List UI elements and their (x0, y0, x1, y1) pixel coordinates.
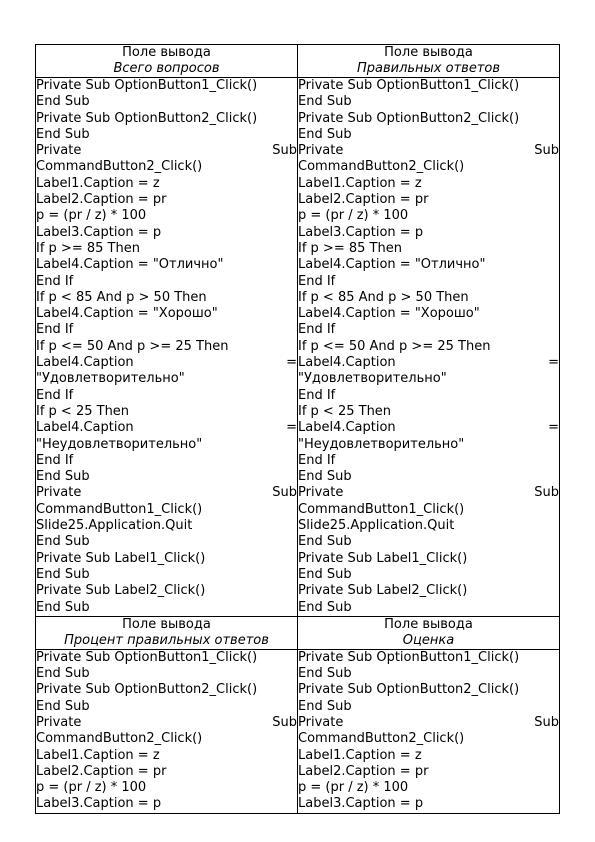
code-line: Label2.Caption = pr (36, 192, 167, 208)
code-line: Private Sub OptionButton2_Click() (298, 110, 520, 126)
code-line: Label4.Caption = "Отлично" (298, 257, 486, 273)
code-line: Label4.Caption = "Отлично" (36, 257, 224, 273)
code-token: Sub (534, 485, 559, 501)
code-token: Sub (534, 714, 559, 730)
code-line: Label4.Caption = "Хорошо" (36, 306, 218, 322)
code-line: CommandButton2_Click() (36, 731, 203, 747)
code-line: Label1.Caption = z (298, 747, 422, 763)
code-line: Private Sub OptionButton2_Click() (298, 682, 520, 698)
code-token: Private (298, 485, 344, 501)
code-token: = (286, 355, 297, 371)
code-line: p = (pr / z) * 100 (298, 780, 409, 796)
code-line: Private Sub OptionButton1_Click() (298, 649, 520, 665)
code-line: End Sub (298, 698, 352, 714)
code-cell (36, 78, 298, 617)
code-token: Label4.Caption (36, 420, 134, 436)
code-line: End Sub (36, 666, 90, 682)
header-title: Поле вывода (384, 616, 473, 632)
header-subtitle: Оценка (402, 632, 455, 648)
code-line: End If (36, 452, 74, 468)
code-line: End Sub (36, 698, 90, 714)
code-line: End Sub (36, 566, 90, 582)
code-line (298, 715, 559, 731)
code-line: End If (298, 387, 336, 403)
code-row-2 (36, 649, 560, 813)
header-title: Поле вывода (384, 45, 473, 60)
code-line: If p >= 85 Then (36, 240, 140, 256)
code-line (298, 355, 559, 371)
header-title: Поле вывода (122, 45, 211, 60)
code-line: Label2.Caption = pr (36, 763, 167, 779)
code-line (298, 143, 559, 159)
code-line: Private Sub Label2_Click() (36, 583, 206, 599)
code-line: If p >= 85 Then (298, 240, 402, 256)
code-line (36, 715, 297, 731)
code-line: Label3.Caption = p (36, 224, 162, 240)
code-token: Label4.Caption (298, 355, 396, 371)
header-cell (36, 45, 298, 78)
code-line: If p < 25 Then (36, 403, 130, 419)
header-cell (298, 45, 560, 78)
code-line: CommandButton1_Click() (36, 501, 203, 517)
code-token: Private (36, 143, 82, 159)
code-line: CommandButton2_Click() (298, 159, 465, 175)
code-cell (36, 649, 298, 813)
code-line: End If (298, 273, 336, 289)
code-line: Private Sub OptionButton2_Click() (36, 110, 258, 126)
code-line: p = (pr / z) * 100 (36, 208, 147, 224)
code-line: If p <= 50 And p >= 25 Then (36, 338, 229, 354)
header-subtitle: Правильных ответов (356, 61, 501, 76)
code-line: Label2.Caption = pr (298, 192, 429, 208)
code-line: CommandButton2_Click() (298, 731, 465, 747)
code-token: = (548, 355, 559, 371)
code-token: Sub (272, 143, 297, 159)
header-subtitle: Процент правильных ответов (64, 632, 269, 648)
code-line: CommandButton1_Click() (298, 501, 465, 517)
code-line (36, 355, 297, 371)
code-line: End Sub (36, 94, 90, 110)
code-line: Slide25.Application.Quit (36, 518, 193, 534)
code-line: End Sub (298, 599, 352, 615)
code-line: Private Sub OptionButton1_Click() (36, 78, 258, 93)
code-line: End If (298, 452, 336, 468)
code-line (36, 420, 297, 436)
code-token: Sub (272, 485, 297, 501)
code-line: Label1.Caption = z (36, 747, 160, 763)
code-line: Label1.Caption = z (298, 175, 422, 191)
code-line: "Неудовлетворительно" (36, 436, 203, 452)
code-line: End Sub (298, 666, 352, 682)
code-line: Label3.Caption = p (298, 224, 424, 240)
code-line: End If (36, 273, 74, 289)
header-cell (36, 616, 298, 649)
code-line: Label3.Caption = p (36, 796, 162, 812)
code-table (35, 44, 560, 814)
code-line (36, 485, 297, 501)
code-cell (298, 649, 560, 813)
header-subtitle: Всего вопросов (113, 61, 220, 76)
code-line: Private Sub OptionButton2_Click() (36, 682, 258, 698)
code-line: End Sub (298, 94, 352, 110)
code-line: End Sub (298, 566, 352, 582)
code-token: = (548, 420, 559, 436)
code-line (298, 420, 559, 436)
code-line (298, 485, 559, 501)
code-line: Private Sub OptionButton1_Click() (298, 78, 520, 93)
code-line: End Sub (36, 599, 90, 615)
code-line: p = (pr / z) * 100 (298, 208, 409, 224)
code-token: = (286, 420, 297, 436)
code-token: Private (298, 714, 344, 730)
header-row-1 (36, 45, 560, 78)
code-line: End Sub (36, 534, 90, 550)
code-cell (298, 78, 560, 617)
code-token: Sub (272, 714, 297, 730)
code-line: Private Sub Label2_Click() (298, 583, 468, 599)
code-line: If p < 85 And p > 50 Then (298, 289, 469, 305)
code-line (36, 143, 297, 159)
code-line: "Неудовлетворительно" (298, 436, 465, 452)
code-line: Private Sub Label1_Click() (298, 550, 468, 566)
code-line: End Sub (36, 469, 90, 485)
code-line: If p < 85 And p > 50 Then (36, 289, 207, 305)
code-line: Label3.Caption = p (298, 796, 424, 812)
header-title: Поле вывода (122, 616, 211, 632)
code-token: Private (298, 143, 344, 159)
code-line: End If (36, 387, 74, 403)
code-token: Private (36, 714, 82, 730)
code-token: Label4.Caption (36, 355, 134, 371)
code-line: Label4.Caption = "Хорошо" (298, 306, 480, 322)
code-line: Label2.Caption = pr (298, 763, 429, 779)
code-token: Label4.Caption (298, 420, 396, 436)
code-line: End Sub (298, 534, 352, 550)
header-row-2 (36, 616, 560, 649)
code-row-1 (36, 78, 560, 617)
code-line: Slide25.Application.Quit (298, 518, 455, 534)
code-line: If p < 25 Then (298, 403, 392, 419)
code-line: End Sub (298, 469, 352, 485)
code-line: p = (pr / z) * 100 (36, 780, 147, 796)
code-line: Label1.Caption = z (36, 175, 160, 191)
code-line: "Удовлетворительно" (36, 371, 185, 387)
code-line: End Sub (298, 126, 352, 142)
code-line: "Удовлетворительно" (298, 371, 447, 387)
code-token: Private (36, 485, 82, 501)
code-line: If p <= 50 And p >= 25 Then (298, 338, 491, 354)
code-token: Sub (534, 143, 559, 159)
code-line: End If (36, 322, 74, 338)
code-line: End Sub (36, 126, 90, 142)
code-line: Private Sub Label1_Click() (36, 550, 206, 566)
code-line: Private Sub OptionButton1_Click() (36, 649, 258, 665)
header-cell (298, 616, 560, 649)
code-line: CommandButton2_Click() (36, 159, 203, 175)
code-line: End If (298, 322, 336, 338)
